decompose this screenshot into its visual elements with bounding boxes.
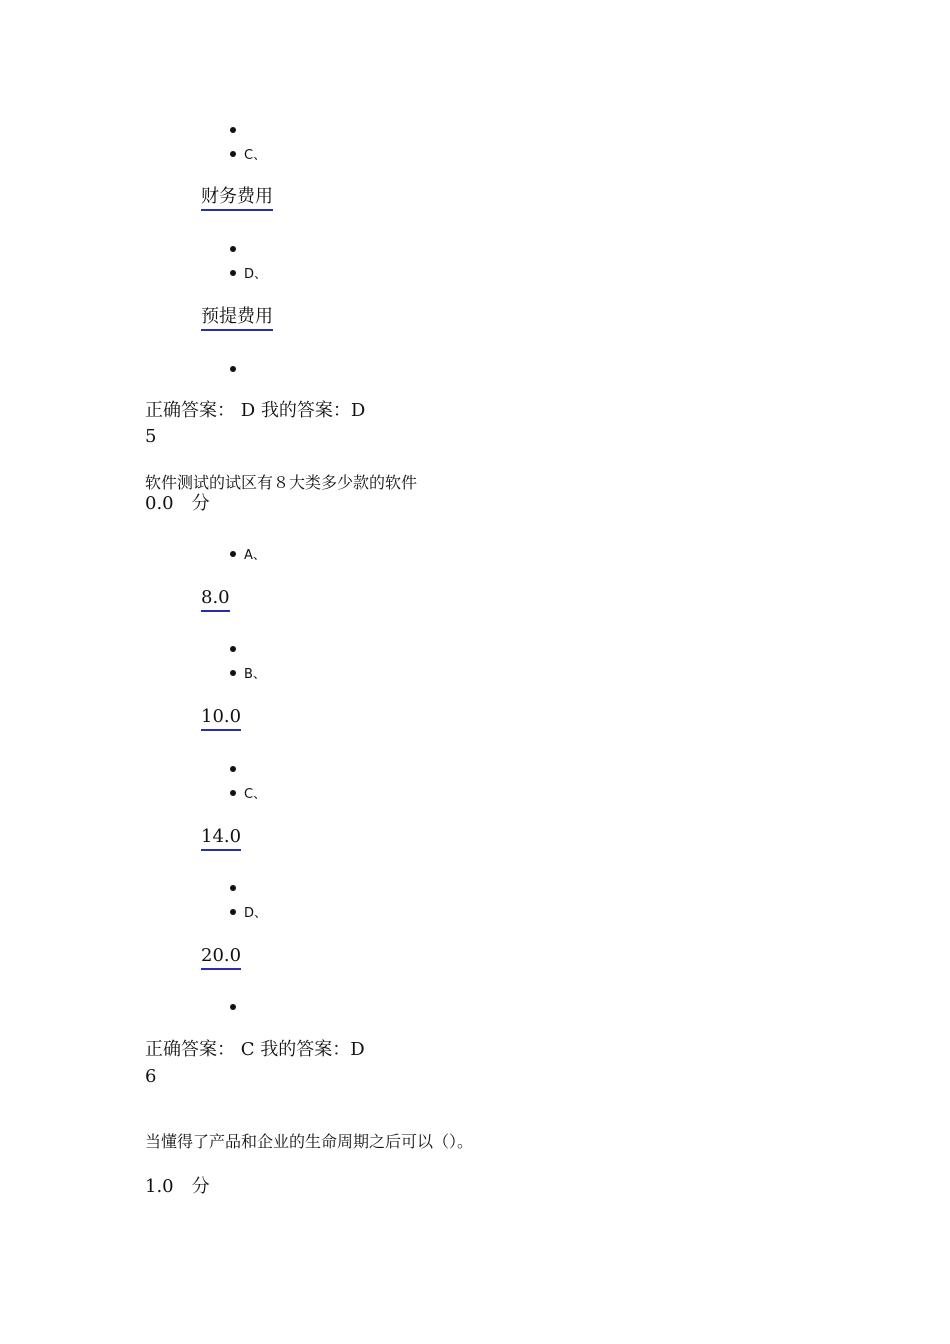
option-label-c: C、 [244,148,267,163]
question-text: 当懂得了产品和企业的生命周期之后可以（）。 [145,1132,474,1151]
option-label-b: B、 [244,667,266,682]
bullet [230,909,236,915]
option-text-d[interactable]: 20.0 [201,945,241,970]
option-text-d[interactable]: 预提费用 [201,306,273,331]
question-score: 1.0 分 [145,1176,210,1197]
answer-line: 正确答案： C 我的答案：D [145,1039,365,1060]
question-number: 6 [145,1066,157,1087]
bullet [230,766,236,772]
bullet [230,1004,236,1010]
bullet [230,270,236,276]
option-label-a: A、 [244,548,266,563]
option-text-c[interactable]: 14.0 [201,826,241,851]
bullet [230,151,236,157]
option-label-d: D、 [244,906,268,921]
bullet [230,127,236,133]
answer-line: 正确答案： D 我的答案：D [145,400,366,421]
option-text-c[interactable]: 财务费用 [201,186,273,211]
option-label-c: C、 [244,787,267,802]
bullet [230,670,236,676]
option-text-b[interactable]: 10.0 [201,706,241,731]
option-text-a[interactable]: 8.0 [201,587,230,612]
question-text: 软件测试的试区有８大类多少款的软件 [145,473,418,492]
bullet [230,646,236,652]
bullet [230,551,236,557]
option-label-d: D、 [244,267,268,282]
bullet [230,885,236,891]
question-score: 0.0 分 [145,493,210,514]
bullet [230,790,236,796]
bullet [230,246,236,252]
bullet [230,366,236,372]
question-number: 5 [145,426,157,447]
